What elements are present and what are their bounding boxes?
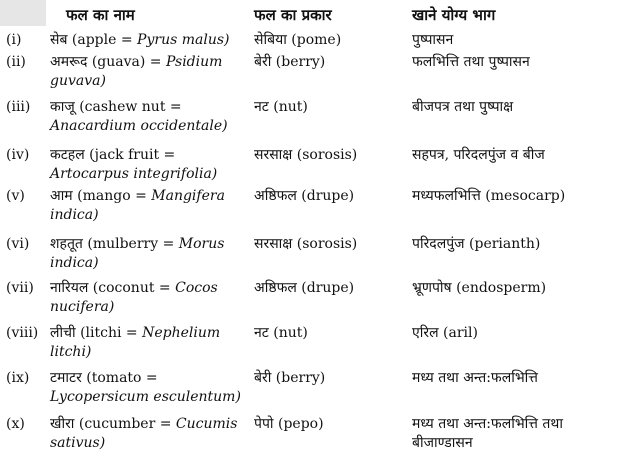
fruit-name: अमरूद (guava) = Psidium guvava) — [50, 54, 223, 89]
row-number: (i) — [6, 32, 22, 48]
row-number: (v) — [6, 188, 25, 204]
edible-part: बीजपत्र तथा पुष्पाक्ष — [412, 99, 514, 115]
edible-part: पुष्पासन — [412, 32, 454, 48]
edible-part: मध्यफलभित्ति (mesocarp) — [412, 188, 566, 204]
edible-part: परिदलपुंज (perianth) — [412, 236, 541, 252]
fruit-type: अष्ठिफल (drupe) — [254, 280, 355, 296]
fruit-name: कटहल (jack fruit = Artocarpus integrifolia) — [50, 147, 218, 182]
table-row — [0, 53, 617, 95]
table-row — [0, 146, 617, 188]
row-number: (iv) — [6, 147, 30, 163]
fruit-type: बेरी (berry) — [254, 54, 326, 70]
table-row — [0, 98, 617, 140]
table-row — [0, 235, 617, 277]
fruit-name: काजू (cashew nut = Anacardium occidentale) — [50, 99, 228, 134]
header-fruit-type: फल का प्रकार — [254, 6, 332, 24]
table-row — [0, 415, 617, 457]
row-number: (ix) — [6, 370, 30, 386]
fruit-type: नट (nut) — [254, 325, 308, 341]
fruit-name: सेब (apple = Pyrus malus) — [50, 32, 230, 48]
fruit-type: सेबिया (pome) — [254, 32, 342, 48]
fruit-name: आम (mango = Mangifera indica) — [50, 188, 225, 223]
row-number: (vii) — [6, 280, 34, 296]
table-row — [0, 279, 617, 321]
edible-part: भ्रूणपोष (endosperm) — [412, 280, 547, 296]
header-fruit-name: फल का नाम — [66, 6, 135, 24]
edible-part: फलभित्ति तथा पुष्पासन — [412, 54, 530, 70]
row-number: (x) — [6, 416, 25, 432]
fruit-type: नट (nut) — [254, 99, 308, 115]
row-number: (iii) — [6, 99, 31, 115]
fruit-name: खीरा (cucumber = Cucumis sativus) — [50, 416, 238, 451]
fruit-name: शहतूत (mulberry = Morus indica) — [50, 236, 225, 271]
header-shade — [0, 0, 46, 26]
fruit-type: सरसाक्ष (sorosis) — [254, 236, 358, 252]
fruit-name: टमाटर (tomato = Lycopersicum esculentum) — [50, 370, 241, 405]
row-number: (viii) — [6, 325, 39, 341]
edible-part: मध्य तथा अन्त:फलभित्ति — [412, 370, 538, 386]
fruit-type: सरसाक्ष (sorosis) — [254, 147, 358, 163]
fruit-type: अष्ठिफल (drupe) — [254, 188, 355, 204]
table-row — [0, 369, 617, 411]
fruit-type: बेरी (berry) — [254, 370, 326, 386]
table-row — [0, 187, 617, 229]
header-edible-part: खाने योग्य भाग — [412, 6, 496, 24]
fruit-name: नारियल (coconut = Cocos nucifera) — [50, 280, 218, 315]
edible-part: मध्य तथा अन्त:फलभित्ति तथा बीजाण्डासन — [412, 416, 563, 451]
fruit-name: लीची (litchi = Nephelium litchi) — [50, 325, 221, 360]
edible-part: सहपत्र, परिदलपुंज व बीज — [412, 147, 545, 163]
edible-part: एरिल (aril) — [412, 325, 478, 341]
table-header — [0, 0, 617, 28]
fruit-type: पेपो (pepo) — [254, 416, 324, 432]
row-number: (ii) — [6, 54, 26, 70]
row-number: (vi) — [6, 236, 30, 252]
table-row — [0, 324, 617, 366]
